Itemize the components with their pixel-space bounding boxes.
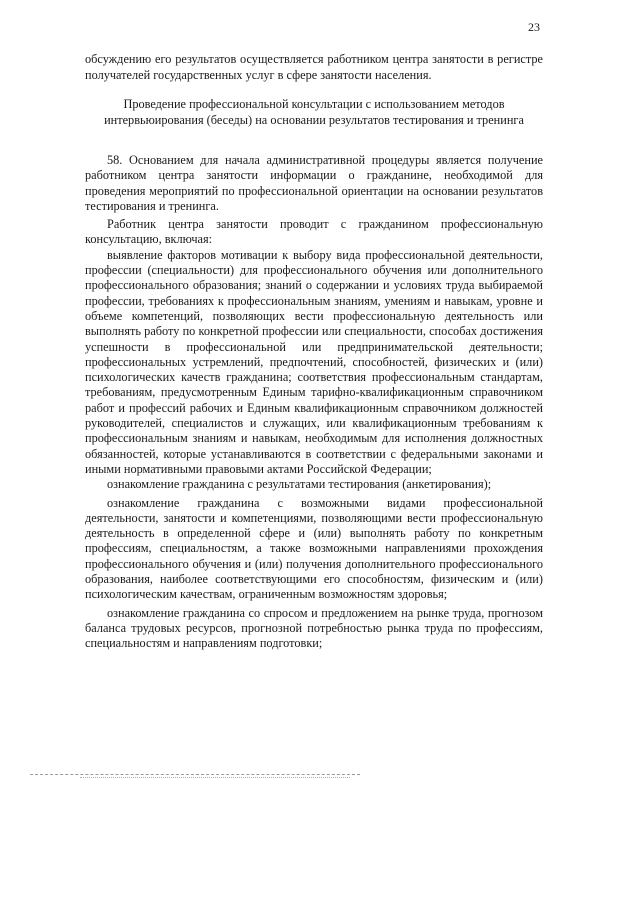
section-heading: Проведение профессиональной консультации с использованием методов интервьюирования (беседы) на основании результатов тестирования и тренинга	[104, 97, 524, 127]
paragraph-test-results: ознакомление гражданина с результатами тестирования (анкетирования);	[107, 477, 492, 492]
paragraph-activity-types: ознакомление гражданина с возможными видами профессиональной деятельности, занятости и компетенциями, позволяющими вести профессиональную деятельность в определенной сфере и (или) выполнять работу по конкретным профессиям, специальностям, а также возможными направлениями прохождения профессионального обучения и (или) получения дополнительного профессионального образования, наиболее соответствующими его способностям, физическим и (или) психологическим качествам, ограниченным возможностям здоровья;	[85, 495, 543, 602]
paragraph-motivation: выявление факторов мотивации к выбору вида профессиональной деятельности, профессии (специальности) для профессионального обучения или дополнительного профессионального образования; знаний о содержании и условиях труда выбираемой профессии, требованиях к профессиональным знаниям, умениям и навыкам, уровне и объеме компетенций, позволяющих вести профессиональную деятельность или выполнять работу по конкретной профессии или специальности, способах достижения успешности в профессиональной или предпринимательской деятельности; профессиональных устремлений, предпочтений, способностей, физических и (или) психологических качеств гражданина; соответствия профессиональным стандартам, требованиям, предусмотренным Единым тарифно-квалификационным справочником работ и профессий рабочих и Единым квалификационным справочником должностей руководителей, специалистов и служащих, или квалификационным требованиям к профессиональным знаниям и навыкам, необходимым для исполнения должностных обязанностей, которые устанавливаются в соответствии с федеральными законами и иными нормативными правовыми актами Российской Федерации;	[85, 247, 543, 476]
intro-text: обсуждению его результатов осуществляется работником центра занятости в регистре получателей государственных услуг в сфере занятости населения.	[85, 52, 543, 82]
paragraph-consultation: Работник центра занятости проводит с гражданином профессиональную консультацию, включая:	[85, 217, 543, 247]
paragraph-labor-market: ознакомление гражданина со спросом и предложением на рынке труда, прогнозом баланса трудовых ресурсов, прогнозной потребностью рынка труда по профессиям, специальностям и направлениям подготовки;	[85, 605, 543, 651]
scan-artifact-line	[80, 777, 350, 778]
paragraph-basis: 58. Основанием для начала административной процедуры является получение работником центра занятости информации о гражданине, необходимой для проведения мероприятий по профессиональной ориентации на основании результатов тестирования и тренинга.	[85, 153, 543, 213]
page-number: 23	[528, 20, 540, 34]
scan-artifact-line	[30, 774, 360, 775]
document-body	[85, 153, 543, 652]
